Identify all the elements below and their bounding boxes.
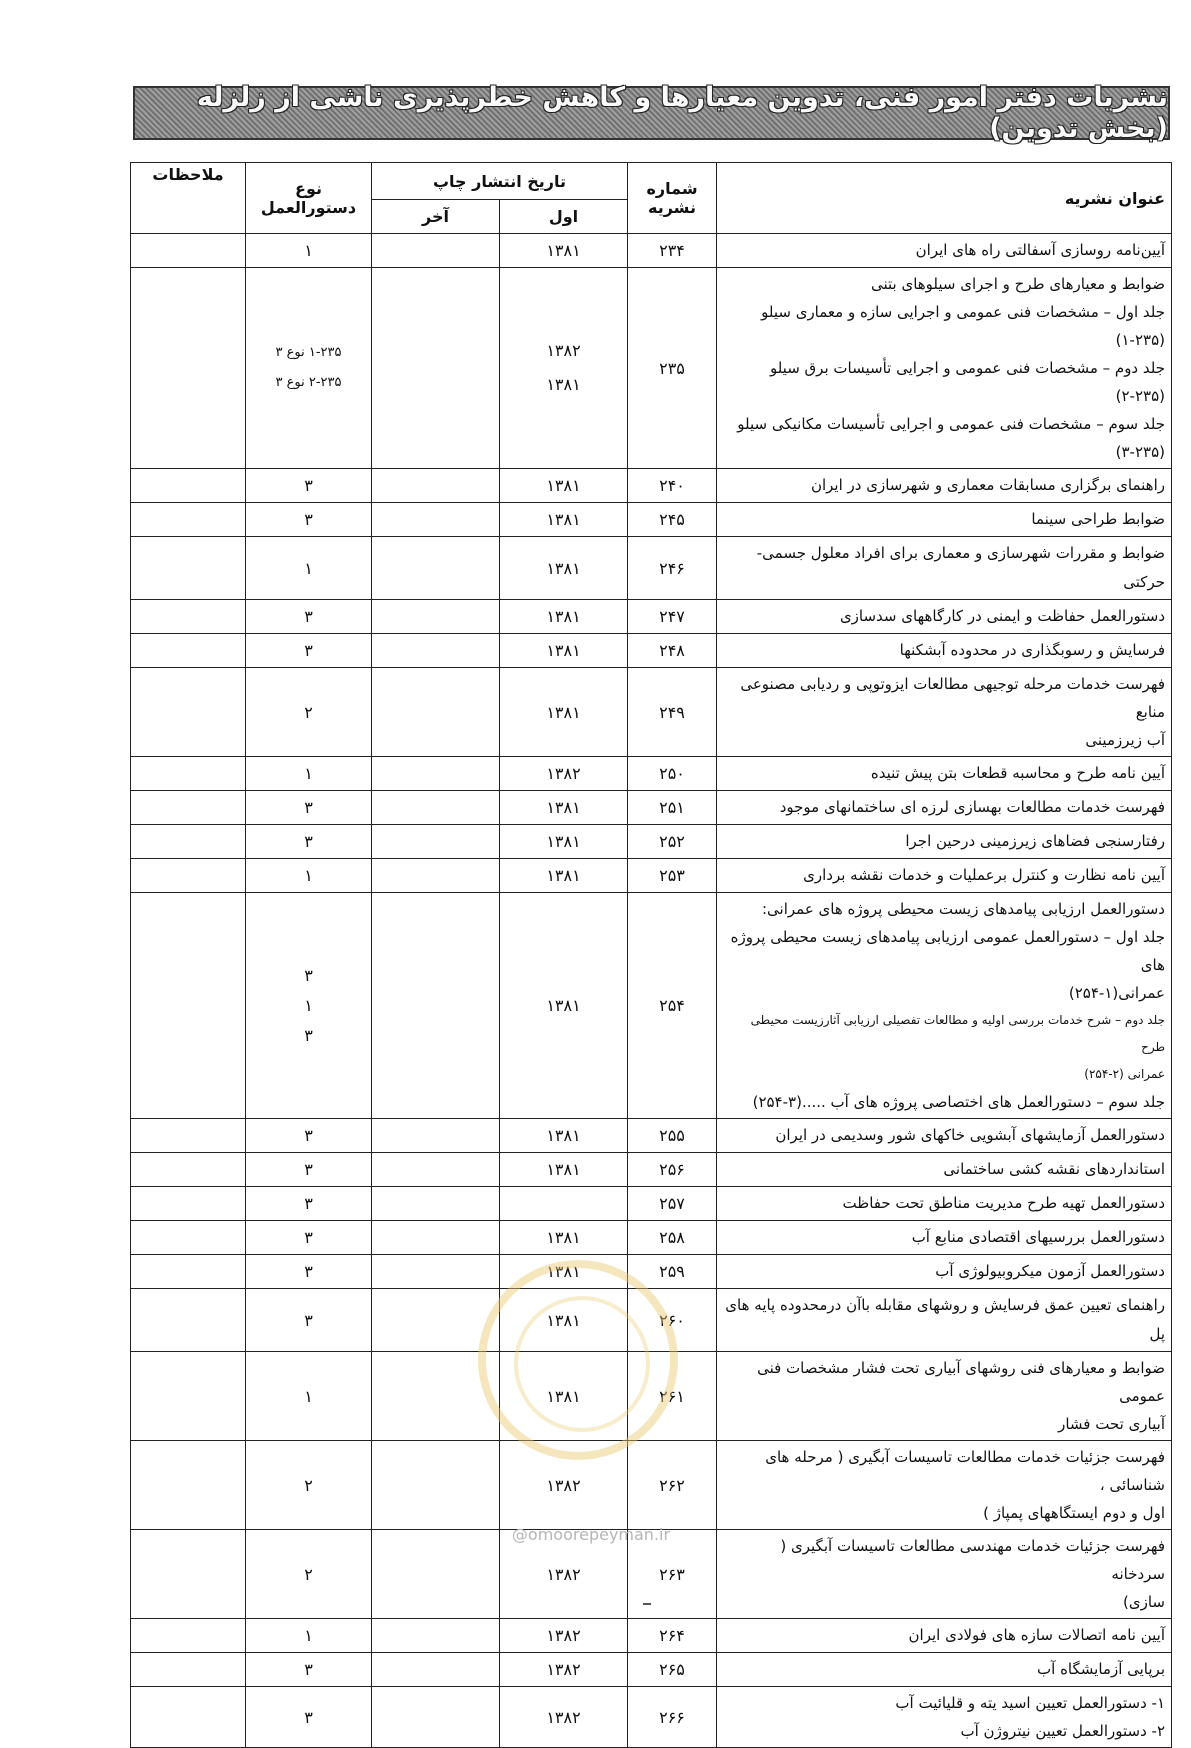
cell-title [717, 1255, 1172, 1289]
cell-type [246, 469, 372, 503]
title-line: جلد سوم – مشخصات فنی عمومی و اجرایی تأسیسات مکانیکی سیلو [737, 415, 1165, 433]
cell-notes [131, 1255, 246, 1289]
cell-type [246, 268, 372, 469]
type-line: ۳ [304, 1025, 313, 1045]
table-row [131, 1687, 1172, 1748]
title-line: آبیاری تحت فشار [1058, 1415, 1165, 1433]
cell-last-print [372, 1221, 500, 1255]
type-line: ۳ [304, 641, 313, 660]
table-row [131, 668, 1172, 757]
cell-notes [131, 634, 246, 668]
cell-notes [131, 469, 246, 503]
cell-notes [131, 600, 246, 634]
type-line: ۱ [304, 1626, 313, 1645]
title-line: فهرست خدمات مطالعات بهسازی لرزه ای ساختمانهای موجود [779, 798, 1165, 816]
cell-last-print [372, 668, 500, 757]
title-line: (۲-۲۳۵) [1115, 387, 1165, 405]
title-line: عمرانی(۱-۲۵۴) [1068, 984, 1165, 1002]
title-line: فهرست جزئیات خدمات مهندسی مطالعات تاسیسات آبگیری ( سردخانه [780, 1537, 1165, 1583]
cell-notes [131, 791, 246, 825]
type-line: ۳ [304, 607, 313, 626]
title-line: سازی) [1123, 1593, 1165, 1611]
cell-first-print: ۱۳۸۱ [500, 791, 628, 825]
title-line: اول و دوم ایستگاههای پمپاژ ) [983, 1504, 1165, 1522]
first-print-line: ۱۳۸۱ [546, 375, 581, 394]
title-line: ضوابط و معیارهای طرح و اجرای سیلوهای بتنی [870, 275, 1165, 293]
cell-last-print [372, 1153, 500, 1187]
cell-type [246, 600, 372, 634]
title-line: آیین‌نامه روسازی آسفالتی راه های ایران [915, 241, 1165, 259]
cell-first-print: ۱۳۸۲ [500, 1530, 628, 1619]
cell-number: ۲۶۲ [628, 1441, 717, 1530]
title-line: فرسایش و رسوبگذاری در محدوده آبشکنها [899, 641, 1165, 659]
cell-notes [131, 268, 246, 469]
cell-notes [131, 1221, 246, 1255]
cell-number: ۲۶۶ [628, 1687, 717, 1748]
cell-last-print [372, 469, 500, 503]
cell-number: ۲۴۹ [628, 668, 717, 757]
cell-number: ۲۵۲ [628, 825, 717, 859]
cell-first-print: ۱۳۸۱ [500, 1352, 628, 1441]
cell-title [717, 1119, 1172, 1153]
title-line: آب زیرزمینی [1085, 731, 1165, 749]
cell-last-print [372, 791, 500, 825]
type-line: ۳ [304, 1194, 313, 1213]
table-row [131, 1619, 1172, 1653]
cell-notes [131, 859, 246, 893]
cell-notes [131, 537, 246, 600]
title-line: ضوابط و مقررات شهرسازی و معماری برای افراد معلول جسمی- حرکتی [756, 544, 1165, 591]
cell-first-print: ۱۳۸۲ [500, 1619, 628, 1653]
cell-type [246, 1687, 372, 1748]
cell-type [246, 1255, 372, 1289]
cell-last-print [372, 1119, 500, 1153]
cell-notes [131, 503, 246, 537]
type-line: ۱ [304, 1386, 313, 1406]
table-row [131, 634, 1172, 668]
type-line: ۳ [304, 832, 313, 851]
cell-notes [131, 757, 246, 791]
cell-first-print: ۱۳۸۱ [500, 537, 628, 600]
page-mark [643, 1603, 651, 1605]
type-line: ۱ [304, 995, 313, 1015]
title-line: فهرست جزئیات خدمات مطالعات تاسیسات آبگیری ( مرحله های شناسائی ، [765, 1448, 1165, 1494]
cell-notes [131, 1530, 246, 1619]
cell-title [717, 1619, 1172, 1653]
title-line: برپایی آزمایشگاه آب [1037, 1660, 1165, 1678]
cell-number: ۲۳۵ [628, 268, 717, 469]
title-line: دستورالعمل حفاظت و ایمنی در کارگاههای سدسازی [839, 607, 1165, 625]
title-line: عمرانی (۲-۲۵۴) [1084, 1067, 1165, 1081]
cell-first-print: ۱۳۸۲ [500, 1653, 628, 1687]
cell-last-print [372, 757, 500, 791]
cell-first-print: ۱۳۸۱ [500, 668, 628, 757]
cell-first-print: ۱۳۸۱ [500, 859, 628, 893]
table-row [131, 791, 1172, 825]
type-line: ۲ [304, 702, 313, 722]
title-line: ضوابط و معیارهای فنی روشهای آبیاری تحت فشار مشخصات فنی عمومی [757, 1359, 1165, 1405]
title-line: جلد دوم – مشخصات فنی عمومی و اجرایی تأسیسات برق سیلو [769, 359, 1165, 377]
header-first: اول [500, 200, 628, 234]
cell-number: ۲۴۵ [628, 503, 717, 537]
cell-title [717, 791, 1172, 825]
cell-last-print [372, 234, 500, 268]
title-line: (۳-۲۳۵) [1115, 443, 1165, 461]
cell-last-print [372, 1530, 500, 1619]
header-last: آخر [372, 200, 500, 234]
site-watermark: @omoorepeyman.ir [511, 1525, 671, 1544]
cell-title [717, 1653, 1172, 1687]
table-body [131, 234, 1172, 1748]
cell-number: ۲۵۱ [628, 791, 717, 825]
title-line: دستورالعمل آزمایشهای آبشویی خاکهای شور وسدیمی در ایران [775, 1126, 1165, 1144]
type-line: ۳ [304, 1660, 313, 1679]
table-row [131, 469, 1172, 503]
cell-notes [131, 1687, 246, 1748]
type-line: ۲-۲۳۵ نوع ۳ [275, 375, 342, 390]
first-print-line: ۱۳۸۲ [546, 341, 581, 360]
cell-type [246, 1441, 372, 1530]
cell-number: ۲۳۴ [628, 234, 717, 268]
cell-first-print [500, 1187, 628, 1221]
cell-notes [131, 1441, 246, 1530]
cell-first-print: ۱۳۸۲ [500, 1441, 628, 1530]
cell-title [717, 668, 1172, 757]
cell-notes [131, 1153, 246, 1187]
cell-notes [131, 1653, 246, 1687]
cell-first-print: ۱۳۸۱ [500, 600, 628, 634]
cell-number: ۲۶۵ [628, 1653, 717, 1687]
cell-title [717, 234, 1172, 268]
cell-type [246, 1619, 372, 1653]
cell-type [246, 859, 372, 893]
title-line: رفتارسنجی فضاهای زیرزمینی درحین اجرا [905, 832, 1165, 850]
cell-number: ۲۴۷ [628, 600, 717, 634]
table-row [131, 1119, 1172, 1153]
type-line: ۱ [304, 866, 313, 885]
title-line: جلد دوم – شرح خدمات بررسی اولیه و مطالعات تفصیلی ارزیابی آثارزیست محیطی طرح [750, 1013, 1165, 1054]
cell-last-print [372, 1687, 500, 1748]
cell-last-print [372, 859, 500, 893]
cell-notes [131, 1119, 246, 1153]
type-line: ۲ [304, 1475, 313, 1495]
cell-first-print: ۱۳۸۱ [500, 1153, 628, 1187]
cell-title [717, 268, 1172, 469]
table-row [131, 859, 1172, 893]
cell-first-print: ۱۳۸۱ [500, 1119, 628, 1153]
table-row [131, 600, 1172, 634]
cell-title [717, 600, 1172, 634]
cell-type [246, 1352, 372, 1441]
cell-last-print [372, 1619, 500, 1653]
cell-type [246, 668, 372, 757]
cell-title [717, 825, 1172, 859]
publications-table [130, 162, 1172, 1748]
cell-number: ۲۵۵ [628, 1119, 717, 1153]
cell-notes [131, 825, 246, 859]
cell-type [246, 1119, 372, 1153]
cell-number: ۲۴۰ [628, 469, 717, 503]
cell-last-print [372, 1441, 500, 1530]
cell-number: ۲۵۰ [628, 757, 717, 791]
type-line: ۱ [304, 764, 313, 783]
title-line: ۲- دستورالعمل تعیین نیتروژن آب [960, 1722, 1165, 1740]
title-line: ۱- دستورالعمل تعیین اسید یته و قلیائیت آب [895, 1694, 1165, 1712]
cell-number: ۲۴۶ [628, 537, 717, 600]
cell-title [717, 757, 1172, 791]
cell-last-print [372, 1255, 500, 1289]
type-line: ۳ [304, 1262, 313, 1281]
cell-first-print: ۱۳۸۱ [500, 1255, 628, 1289]
type-line: ۳ [304, 476, 313, 495]
cell-title [717, 634, 1172, 668]
header-number: شماره نشریه [628, 163, 717, 234]
cell-number: ۲۵۸ [628, 1221, 717, 1255]
cell-type [246, 1221, 372, 1255]
cell-type [246, 634, 372, 668]
cell-title [717, 1221, 1172, 1255]
title-line: فهرست خدمات مرحله توجیهی مطالعات ایزوتوپی و ردیابی مصنوعی منابع [740, 675, 1165, 721]
cell-notes [131, 1289, 246, 1352]
type-line: ۱ [304, 558, 313, 578]
cell-first-print: ۱۳۸۱ [500, 893, 628, 1119]
cell-last-print [372, 1187, 500, 1221]
type-line: ۱ [304, 241, 313, 260]
cell-title [717, 537, 1172, 600]
table-row [131, 503, 1172, 537]
table-row [131, 537, 1172, 600]
cell-type [246, 1289, 372, 1352]
cell-last-print [372, 268, 500, 469]
cell-type [246, 1530, 372, 1619]
cell-number: ۲۴۸ [628, 634, 717, 668]
cell-last-print [372, 600, 500, 634]
cell-first-print [500, 268, 628, 469]
type-line: ۳ [304, 1707, 313, 1727]
banner-title: نشریات دفتر امور فنی، تدوین معیارها و کاهش خطرپذیری ناشی از زلزله (بخش تدوین) [196, 82, 1168, 144]
cell-first-print: ۱۳۸۱ [500, 469, 628, 503]
type-line: ۳ [304, 798, 313, 817]
type-line: ۳ [304, 1126, 313, 1145]
cell-last-print [372, 537, 500, 600]
table-row [131, 1255, 1172, 1289]
title-line: جلد اول – مشخصات فنی عمومی و اجرایی سازه و معماری سیلو [761, 303, 1165, 321]
cell-title [717, 503, 1172, 537]
title-line: آیین نامه نظارت و کنترل برعملیات و خدمات نقشه برداری [803, 866, 1165, 884]
header-print-date: تاریخ انتشار چاپ [372, 163, 628, 200]
page-banner [133, 82, 1170, 144]
cell-notes [131, 893, 246, 1119]
stamp-watermark [478, 1260, 678, 1460]
cell-title [717, 1187, 1172, 1221]
cell-notes [131, 1619, 246, 1653]
cell-title [717, 1441, 1172, 1530]
title-line: آیین نامه طرح و محاسبه قطعات بتن پیش تنیده [870, 764, 1165, 782]
cell-number: ۲۶۳ [628, 1530, 717, 1619]
type-line: ۳ [304, 1310, 313, 1330]
table-row [131, 1153, 1172, 1187]
cell-number: ۲۵۶ [628, 1153, 717, 1187]
title-line: دستورالعمل آزمون میکروبیولوژی آب [935, 1262, 1165, 1280]
cell-title [717, 1352, 1172, 1441]
cell-number: ۲۶۱ [628, 1352, 717, 1441]
type-line: ۳ [304, 510, 313, 529]
cell-title [717, 1289, 1172, 1352]
cell-first-print: ۱۳۸۲ [500, 1687, 628, 1748]
table-row [131, 1653, 1172, 1687]
cell-number: ۲۶۴ [628, 1619, 717, 1653]
cell-type [246, 503, 372, 537]
cell-title [717, 469, 1172, 503]
type-line: ۳ [304, 965, 313, 985]
cell-number: ۲۵۹ [628, 1255, 717, 1289]
table-row [131, 268, 1172, 469]
cell-type [246, 1187, 372, 1221]
table-row [131, 893, 1172, 1119]
cell-title [717, 859, 1172, 893]
table-row [131, 757, 1172, 791]
header-notes: ملاحظات [131, 163, 246, 234]
cell-notes [131, 234, 246, 268]
title-line: راهنمای برگزاری مسابقات معماری و شهرسازی در ایران [810, 476, 1165, 494]
type-line: ۳ [304, 1228, 313, 1247]
title-line: راهنمای تعیین عمق فرسایش و روشهای مقابله باآن درمحدوده پایه های پل [725, 1296, 1165, 1343]
title-line: دستورالعمل بررسیهای اقتصادی منابع آب [911, 1228, 1165, 1246]
cell-last-print [372, 1653, 500, 1687]
header-title: عنوان نشریه [717, 163, 1172, 234]
cell-title [717, 1530, 1172, 1619]
cell-last-print [372, 825, 500, 859]
header-type: نوع دستورالعمل [246, 163, 372, 234]
type-line: ۲ [304, 1564, 313, 1584]
table-row [131, 234, 1172, 268]
cell-first-print: ۱۳۸۱ [500, 234, 628, 268]
cell-title [717, 1687, 1172, 1748]
cell-number: ۲۵۷ [628, 1187, 717, 1221]
cell-type [246, 825, 372, 859]
cell-type [246, 1153, 372, 1187]
cell-type [246, 537, 372, 600]
cell-notes [131, 1187, 246, 1221]
cell-type [246, 757, 372, 791]
cell-first-print: ۱۳۸۱ [500, 825, 628, 859]
title-line: ضوابط طراحی سینما [1031, 510, 1165, 528]
cell-title [717, 893, 1172, 1119]
table-row [131, 1441, 1172, 1530]
title-line: آیین نامه اتصالات سازه های فولادی ایران [908, 1626, 1165, 1644]
table-row [131, 1221, 1172, 1255]
cell-notes [131, 668, 246, 757]
cell-type [246, 791, 372, 825]
title-line: دستورالعمل ارزیابی پیامدهای زیست محیطی پروژه های عمرانی: [761, 900, 1165, 918]
cell-first-print: ۱۳۸۱ [500, 1221, 628, 1255]
title-line: جلد سوم – دستورالعمل های اختصاصی پروژه های آب .....(۳-۲۵۴) [752, 1093, 1165, 1111]
cell-last-print [372, 503, 500, 537]
cell-first-print: ۱۳۸۱ [500, 503, 628, 537]
cell-number: ۲۵۳ [628, 859, 717, 893]
cell-type [246, 1653, 372, 1687]
cell-number: ۲۵۴ [628, 893, 717, 1119]
cell-type [246, 234, 372, 268]
title-line: جلد اول – دستورالعمل عمومی ارزیابی پیامدهای زیست محیطی پروژه های [730, 928, 1165, 974]
cell-notes [131, 1352, 246, 1441]
cell-title [717, 1153, 1172, 1187]
title-line: استانداردهای نقشه کشی ساختمانی [943, 1160, 1165, 1178]
table-row [131, 825, 1172, 859]
cell-number: ۲۶۰ [628, 1289, 717, 1352]
cell-first-print: ۱۳۸۱ [500, 634, 628, 668]
type-line: ۱-۲۳۵ نوع ۳ [275, 345, 342, 360]
title-line: دستورالعمل تهیه طرح مدیریت مناطق تحت حفاظت [842, 1194, 1165, 1212]
cell-first-print: ۱۳۸۲ [500, 757, 628, 791]
cell-first-print: ۱۳۸۱ [500, 1289, 628, 1352]
type-line: ۳ [304, 1160, 313, 1179]
cell-last-print [372, 893, 500, 1119]
title-line: (۱-۲۳۵) [1115, 331, 1165, 349]
cell-last-print [372, 634, 500, 668]
cell-type [246, 893, 372, 1119]
table-row [131, 1187, 1172, 1221]
